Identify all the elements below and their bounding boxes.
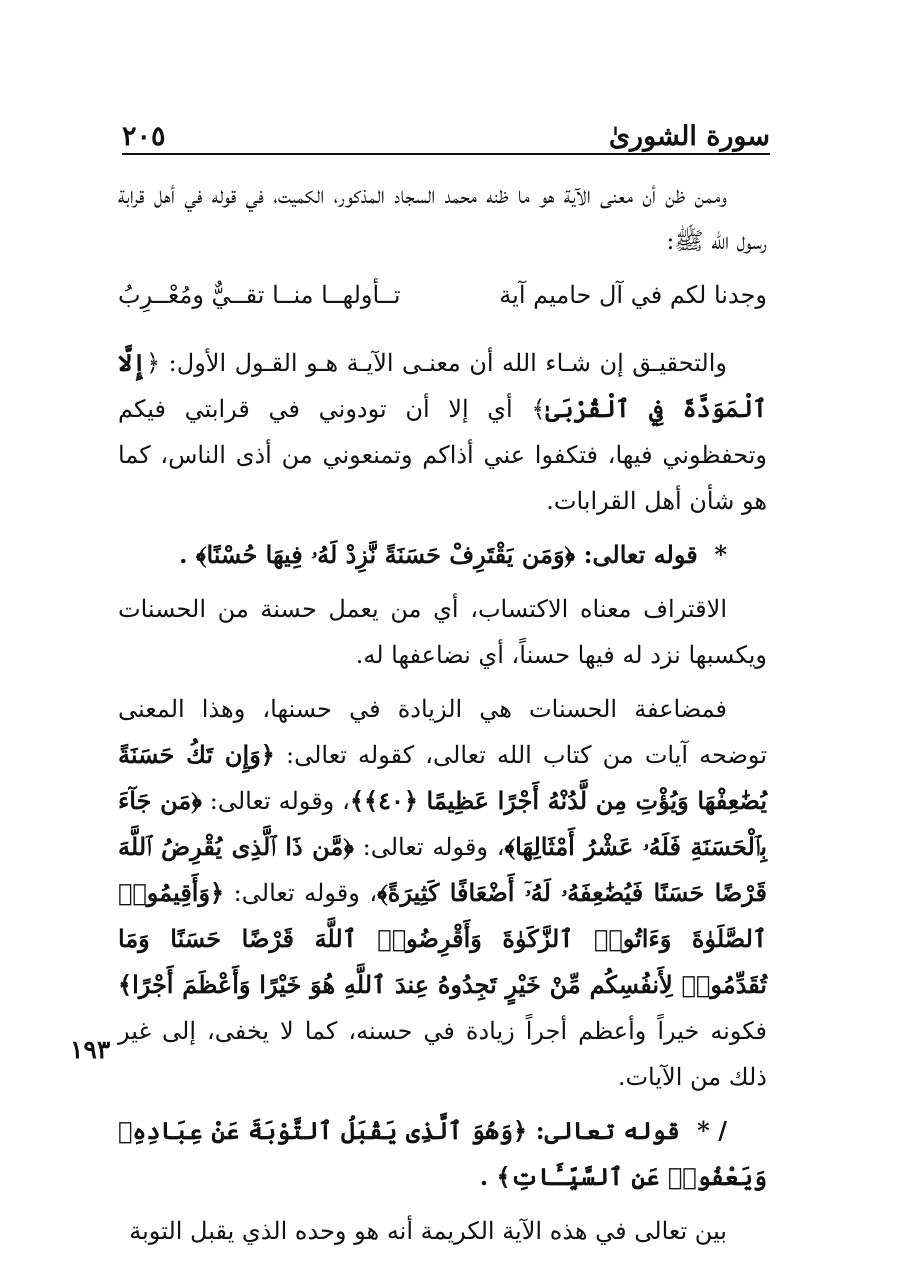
heading-end: .: [179, 540, 188, 569]
quran-verse: إِلَّا ٱلْمَوَدَّةَ فِي ٱلْقُرْبَىٰ: [118, 348, 767, 423]
verse-heading-1: [118, 532, 767, 578]
poem-verse: [118, 272, 767, 318]
paragraph-5: بين تعالى في هذه الآية الكريمة أنه هو وحده الذي يقبل التوبة: [129, 1217, 727, 1245]
page-header: [122, 108, 770, 152]
surah-title: سورة الشورىٰ: [608, 121, 770, 152]
verse-heading-2: [118, 1108, 767, 1200]
quran-verse: ﴿مَن جَآءَ بِٱلْحَسَنَةِ فَلَهُۥ عَشْرُ أَمْثَالِهَا﴾: [118, 786, 767, 861]
quran-verse: ﴿وَإِن تَكُ حَسَنَةً يُضَٰعِفْهَا وَيُؤْتِ مِن لَّدُنْهُ أَجْرًا عَظِيمًا ﴿٤٠﴾﴾: [118, 740, 767, 815]
paragraph-2: [118, 340, 767, 524]
heading-label: قوله تعالى:: [583, 540, 698, 569]
paragraph-4-text-d: ، وقوله تعالى:: [233, 879, 378, 907]
paragraph-4-text-a: فمضاعفة الحسنات هي الزيادة في حسنها، وهذا المعنى توضحه آيات من كتاب الله تعالى، كقوله تعالى:: [118, 695, 768, 769]
margin-page-reference: ١٩٣: [70, 1035, 111, 1064]
star-marker: *: [714, 540, 727, 569]
paragraph-4-text-e: فكونه خيراً وأعظم أجراً زيادة في حسنه، كما لا يخفى، إلى غير ذلك من الآيات.: [118, 1017, 767, 1091]
slash-marker: /: [718, 1116, 728, 1145]
paragraph-3: الاقتراف معناه الاكتساب، أي من يعمل حسنة من الحسنات ويكسبها نزد له فيها حسناً، أي نضاعفها له.: [118, 595, 767, 669]
paragraph-4-text-b: ، وقوله تعالى:: [209, 787, 350, 815]
paragraph-2-text-b: ﴾ أي إلا أن تودوني في قرابتي فيكم وتحفظوني فيها، فتكفوا عني أذاكم وتمنعوني من أذى الناس، كما هو شأن أهل القرابات.: [118, 395, 767, 515]
header-divider: [122, 153, 770, 155]
paragraph-1: وممن ظن أن معنى الآية هو ما ظنه محمد السجاد المذكور، الكميت، في قوله في أهل قرابة رسول الله ﷺ:: [118, 181, 767, 255]
paragraph-2-text-a: والتحقيـق إن شـاء الله أن معنـى الآيـة هـو القـول الأول: ﴿: [146, 349, 728, 377]
quran-verse: ﴿وَمَن يَقْتَرِفْ حَسَنَةً نَّزِدْ لَهُۥ فِيهَا حُسْنًا﴾: [195, 540, 576, 569]
heading-end: .: [479, 1162, 489, 1191]
poem-first-hemistich: وجدنا لكم في آل حاميم آية: [499, 281, 767, 309]
page-body: [118, 172, 767, 1262]
page-number: ٢٠٥: [122, 121, 166, 152]
quran-verse: ﴿مَّن ذَا ٱلَّذِى يُقْرِضُ ٱللَّهَ قَرْضًا حَسَنًا فَيُضَٰعِفَهُۥ لَهُۥٓ أَضْعَافًا كَثِيرَةً﴾: [118, 832, 767, 907]
paragraph-4: [118, 686, 767, 1100]
poem-second-hemistich: تــأولهــا منــا تقــيٌّ ومُعْــرِبُ: [118, 281, 401, 309]
star-marker: *: [697, 1116, 710, 1145]
quran-verse: ﴿وَأَقِيمُوا۟ ٱلصَّلَوٰةَ وَءَاتُوا۟ ٱلزَّكَوٰةَ وَأَقْرِضُوا۟ ٱللَّهَ قَرْضًا حَسَنًا وَمَا تُقَدِّمُوا۟ لِأَنفُسِكُم مِّنْ خَيْرٍ تَجِدُوهُ عِندَ ٱللَّهِ هُوَ خَيْرًا وَأَعْظَمَ أَجْرًا﴾: [118, 878, 767, 999]
heading-label: قوله تعالى:: [535, 1116, 680, 1145]
quran-verse: ﴿وَهُوَ ٱلَّذِى يَقْبَلُ ٱلتَّوْبَةَ عَنْ عِبَادِهِۦ وَيَعْفُوا۟ عَنِ ٱلسَّيِّـَٔاتِ﴾: [118, 1116, 767, 1191]
paragraph-4-text-c: ، وقوله تعالى:: [362, 833, 505, 861]
